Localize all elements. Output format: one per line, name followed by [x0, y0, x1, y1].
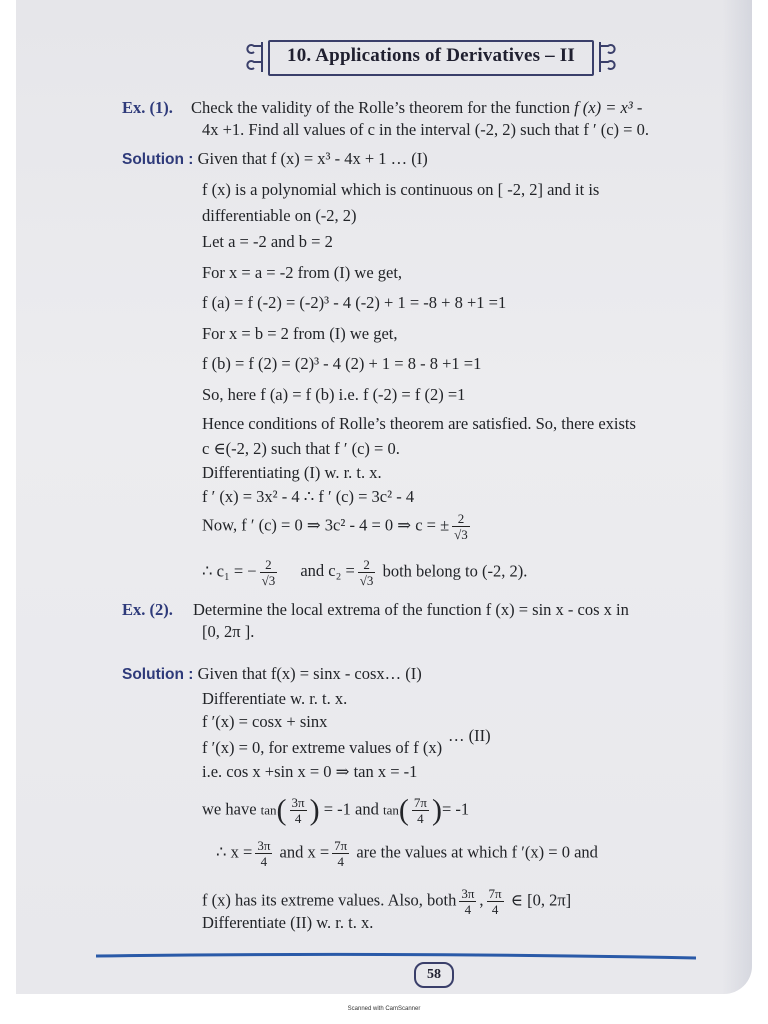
fraction — [412, 795, 429, 826]
equation-text: = -1 — [441, 799, 470, 819]
example-label: Ex. (1). — [122, 98, 173, 117]
equation-text: f (x) has its extreme values. Also, both — [202, 890, 457, 910]
tan-text: tan — [260, 802, 277, 818]
paren-close: ) — [309, 793, 320, 827]
solution-line: f ′(x) = 0, for extreme values of f (x) — [202, 738, 443, 757]
solution-line: Differentiate (II) w. r. t. x. — [202, 913, 374, 932]
fraction — [255, 838, 272, 869]
equation-tag: … (II) — [448, 726, 491, 745]
scroll-ornament-right-icon — [594, 40, 616, 74]
fraction-numerator: 3π — [291, 795, 305, 810]
solution-line: f ′ (x) = 3x² - 4 ∴ f ′ (c) = 3c² - 4 — [202, 487, 415, 506]
solution-line — [216, 838, 598, 869]
fraction — [260, 557, 278, 588]
solution-line: For x = a = -2 from (I) we get, — [202, 263, 403, 282]
equation-text: ∈ [0, 2π] — [510, 890, 572, 910]
solution-line: f (a) = f (-2) = (-2)³ - 4 (-2) + 1 = -8 + 8 +1 =1 — [202, 293, 507, 312]
equation-text: ∴ x = — [216, 842, 253, 862]
solution-line: Hence conditions of Rolle’s theorem are satisfied. So, there exists — [202, 414, 636, 433]
fraction-denominator: 4 — [337, 854, 344, 869]
question-line: [0, 2π ]. — [202, 622, 255, 641]
fraction-numerator: 2 — [260, 557, 278, 573]
solution-line: i.e. cos x +sin x = 0 ⇒ tan x = -1 — [202, 762, 418, 781]
solution-line: f (x) is a polynomial which is continuous on [ -2, 2] and it is — [202, 180, 600, 199]
solution-text: Given that f(x) = sinx - cosx… (I) — [197, 664, 422, 683]
solution-line: So, here f (a) = f (b) i.e. f (-2) = f (2) =1 — [202, 385, 466, 404]
question-line: 4x +1. Find all values of c in the interval (-2, 2) such that f ′ (c) = 0. — [202, 120, 649, 139]
fraction — [358, 557, 376, 588]
solution-line: f (b) = f (2) = (2)³ - 4 (2) + 1 = 8 - 8 +1 =1 — [202, 354, 482, 373]
solution-line: For x = b = 2 from (I) we get, — [202, 324, 398, 343]
footer-rule — [96, 952, 696, 960]
question-function: f (x) = x³ - — [574, 98, 643, 117]
fraction-denominator: 4 — [491, 902, 499, 917]
scanner-watermark: Scanned with CamScanner — [347, 1006, 421, 1012]
fraction-numerator: 2 — [358, 557, 376, 573]
solution-1-line — [122, 149, 428, 170]
page-number: 58 — [414, 962, 454, 988]
equation-text: and c₂ = — [300, 561, 355, 581]
example-2-question — [122, 600, 629, 620]
solution-line: Differentiating (I) w. r. t. x. — [202, 463, 382, 482]
equation-text: are the values at which f ′(x) = 0 and — [356, 842, 598, 862]
solution-line — [202, 511, 473, 542]
solution-line: Differentiate w. r. t. x. — [202, 689, 348, 708]
solution-line: f ′(x) = cosx + sinx — [202, 712, 328, 731]
fraction — [459, 886, 476, 917]
document-page — [16, 0, 752, 994]
chapter-title-box — [244, 36, 618, 76]
fraction-denominator: √3 — [359, 573, 374, 588]
solution-line — [202, 557, 527, 588]
equation-text: we have — [202, 799, 257, 819]
solution-line — [202, 795, 469, 826]
comma: , — [479, 890, 484, 910]
fraction-denominator: 4 — [464, 902, 472, 917]
chapter-title: 10. Applications of Derivatives – II — [287, 45, 575, 66]
solution-line: c ∈(-2, 2) such that f ′ (c) = 0. — [202, 439, 400, 458]
fraction-denominator: 4 — [417, 811, 424, 826]
solution-text: Given that f (x) = x³ - 4x + 1 … (I) — [197, 149, 428, 168]
equation-text: = -1 and — [323, 799, 379, 819]
question-text: Determine the local extrema of the function f (x) = sin x - cos x in — [193, 600, 629, 619]
equation-text: and x = — [279, 842, 330, 862]
fraction — [290, 795, 307, 826]
example-label: Ex. (2). — [122, 600, 173, 619]
fraction-numerator: 3π — [257, 838, 271, 853]
fraction-numerator: 7π — [488, 886, 502, 901]
equation-text: ∴ c₁ = − — [202, 561, 257, 581]
fraction-denominator: √3 — [454, 527, 468, 542]
fraction — [487, 886, 504, 917]
equation-text: both belong to (-2, 2). — [382, 561, 528, 581]
fraction-numerator: 7π — [413, 795, 427, 810]
solution-2-line — [122, 664, 422, 685]
question-text: Check the validity of the Rolle’s theorem for the function — [191, 98, 575, 117]
fraction-denominator: 4 — [260, 854, 268, 869]
fraction — [332, 838, 349, 869]
paren-open: ( — [398, 793, 409, 827]
fraction-numerator: 2 — [452, 511, 470, 527]
fraction-numerator: 7π — [334, 838, 348, 853]
example-1-question — [122, 98, 642, 118]
fraction-denominator: 4 — [294, 811, 302, 826]
solution-label: Solution : — [122, 151, 194, 168]
fraction-denominator: √3 — [261, 573, 276, 588]
paren-close: ) — [431, 793, 442, 827]
equation-text: Now, f ′ (c) = 0 ⇒ 3c² - 4 = 0 ⇒ c = ± — [202, 515, 450, 535]
paren-open: ( — [276, 793, 287, 827]
fraction — [452, 511, 470, 542]
fraction-numerator: 3π — [461, 886, 475, 901]
tan-text: tan — [382, 802, 399, 818]
solution-line: Let a = -2 and b = 2 — [202, 232, 333, 251]
solution-label: Solution : — [122, 666, 194, 683]
solution-line: differentiable on (-2, 2) — [202, 206, 357, 225]
